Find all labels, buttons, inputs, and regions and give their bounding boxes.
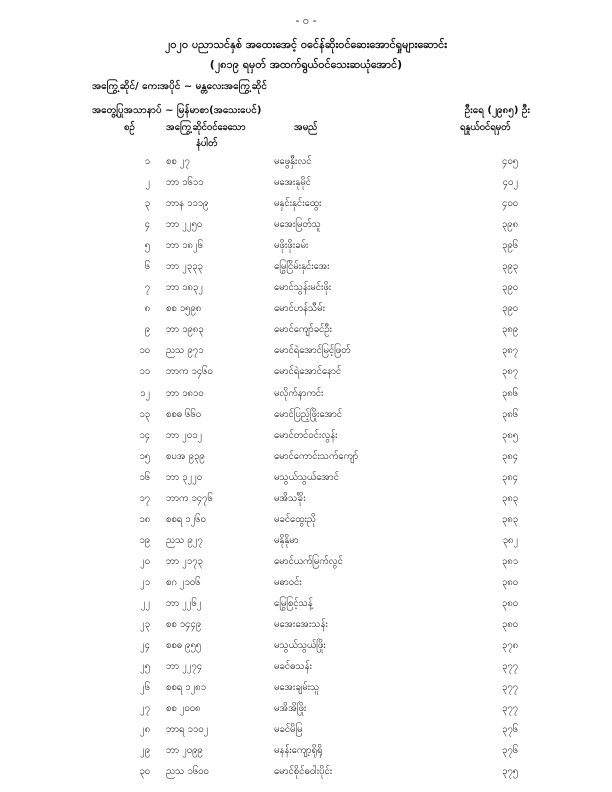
total-marks: ၃၇၅ <box>501 766 518 778</box>
total-marks: ၃၉၆ <box>501 240 518 252</box>
table-row <box>0 450 612 471</box>
student-name: မခင်မိမြ <box>274 724 303 736</box>
total-marks: ၃၉၀ <box>501 282 518 294</box>
total-marks: ၃၇၇ <box>501 682 518 694</box>
student-name: မအေးအေးသန်း <box>274 619 328 631</box>
row-number: ၂၃ <box>139 619 150 631</box>
table-row <box>0 218 612 239</box>
student-name: မောင်ကျော်ခင်ဦး <box>274 324 332 336</box>
row-number: ၈ <box>144 303 150 315</box>
total-marks: ၃၈၂ <box>502 534 518 546</box>
student-name: မခင်ဓသန်း <box>274 661 312 673</box>
roll-number: ဘာ ၃၂၂၀ <box>166 471 203 483</box>
row-number: ၁၉ <box>139 534 150 546</box>
total-marks: ၃၈၃ <box>501 513 518 525</box>
result-table <box>0 155 612 786</box>
row-number: ၁၀ <box>139 345 150 357</box>
total-count: ဦးရေ (၂၉၈၅) ဦး <box>464 105 530 116</box>
student-name: မနန်းကျော့ရိုရို <box>274 745 323 757</box>
table-row <box>0 492 612 513</box>
total-marks: ၃၈၀ <box>501 619 518 631</box>
student-name: မနှင်းနှင်းထွေး <box>274 198 322 210</box>
student-name: မဖွေနှီးလင် <box>274 156 312 167</box>
school-label: အကြွေ့ဆိုင်/ ကေးအပိုင် ~ မန္တလေးအကြွေ့ဆိုင် <box>92 81 267 92</box>
total-marks: ၃၈၉ <box>501 324 518 336</box>
total-marks: ၃၉၀ <box>501 303 518 315</box>
student-name: မလိုက်နာကင်း <box>274 387 324 399</box>
roll-number: ဘာ ၂၁၇၃ <box>166 555 203 567</box>
row-number: ၂၈ <box>139 724 150 736</box>
total-marks: ၃၇၇ <box>501 703 518 715</box>
student-name: မောင်စိုင်ဓဝါးပိုင်း <box>274 766 333 778</box>
table-row <box>0 176 612 197</box>
roll-number: ညသ ၉၇၁ <box>166 345 204 357</box>
table-row <box>0 555 612 576</box>
row-number: ၂၂ <box>140 597 150 609</box>
row-number: ၂၁ <box>139 576 150 588</box>
student-name: မောင်ကောင်းသက်ကျော် <box>274 450 359 462</box>
table-row <box>0 639 612 660</box>
roll-number: ဘာ ၁၈၃၂ <box>166 282 203 294</box>
student-name: မဓာဝင်း <box>274 576 302 588</box>
row-number: ၆ <box>144 261 150 273</box>
total-marks: ၃၈၆ <box>501 408 518 420</box>
row-number: ၃၀ <box>139 766 150 778</box>
roll-number: စစ ၂၇ <box>166 156 190 167</box>
table-row <box>0 302 612 323</box>
table-row <box>0 387 612 408</box>
table-row <box>0 618 612 639</box>
total-marks: ၃၈၀ <box>501 597 518 609</box>
student-name: မသွယ်သွယ်အောင် <box>274 471 339 483</box>
total-marks: ၃၈၄ <box>501 471 518 483</box>
header-marks: ရနှုယ်ဝင်ရမှတ် <box>460 122 511 133</box>
roll-number: ဘာန ၁၁၁၉ <box>166 198 209 210</box>
roll-number: စစ ၁၄၄၉ <box>166 619 202 631</box>
roll-number: စစ ၁၅၉၈ <box>166 303 202 315</box>
total-marks: ၃၈၇ <box>501 366 518 378</box>
roll-number: ဘာက ၁၄၇၆ <box>166 492 213 504</box>
roll-number: ဘာရ ၁၁၀၂ <box>166 724 209 736</box>
row-number: ၁၄ <box>139 429 150 441</box>
roll-number: ဘာ ၁၆၁၁ <box>166 177 204 189</box>
total-marks: ၃၈၆ <box>501 387 518 399</box>
roll-number: ဘာ ၂၃၃၃ <box>166 261 203 273</box>
row-number: ၁၁ <box>139 366 150 378</box>
roll-number: ဘာက ၁၄၆၀ <box>166 366 213 378</box>
table-row <box>0 260 612 281</box>
roll-number: ဘာ ၂၀၉၉ <box>166 745 203 757</box>
page-number: - ၀ - <box>295 14 317 27</box>
roll-number: ဘာ ၁၈၁၀ <box>166 387 204 399</box>
roll-number: စစရ ၁၂၈၁ <box>166 682 206 694</box>
roll-number: ညသ ၁၆၀၀ <box>166 766 209 778</box>
total-marks: ၃၇၇ <box>501 661 518 673</box>
table-row <box>0 765 612 786</box>
total-marks: ၃၈၄ <box>501 450 518 462</box>
total-marks: ၃၈၇ <box>501 345 518 357</box>
table-row <box>0 513 612 534</box>
roll-number: စပအ ၉၃၉ <box>166 450 205 462</box>
table-row <box>0 702 612 723</box>
row-number: ၂၆ <box>139 682 150 694</box>
header-roll-number: နံပါတ် <box>196 138 218 149</box>
row-number: ၁၈ <box>139 513 150 525</box>
roll-number: စစရ ၁၂၆၀ <box>166 513 206 525</box>
roll-number: စစဓ ၆၆၀ <box>166 408 202 420</box>
student-name: မောင်ရဲအောင်မြင့်ဖြတ် <box>274 345 351 357</box>
total-marks: ၃၈၃ <box>501 492 518 504</box>
student-name: မအေးနုမိုင် <box>274 177 311 189</box>
roll-number: စစဓ ၉၅၅ <box>166 640 202 652</box>
table-row <box>0 344 612 365</box>
total-marks: ၃၉၈ <box>501 219 518 231</box>
row-number: ၂၉ <box>139 745 150 757</box>
row-number: ၁၃ <box>139 408 150 420</box>
document-subtitle: (၂၈၁၉ ရမှတ် အထက်ရွယ်ဝင်သေးဆယုံအောင်) <box>209 58 403 71</box>
roll-number: ဘာ ၁၈၂၆ <box>166 240 203 252</box>
row-number: ၂ <box>145 177 150 189</box>
total-marks: ၃၇၆ <box>501 745 518 757</box>
total-marks: ၃၈၁ <box>501 555 518 567</box>
row-number: ၉ <box>144 324 150 336</box>
student-name: မအေးမြတ်သူ <box>274 219 321 231</box>
table-row <box>0 471 612 492</box>
row-number: ၂၇ <box>139 703 150 715</box>
total-marks: ၃၈၅ <box>501 429 518 441</box>
student-name: မအိအိဖြိုး <box>274 703 307 715</box>
student-name: မသွယ်သွယ်ဖြိုး <box>274 640 326 652</box>
subject-label: အတွေ့ပြုအသာနာပ် ~ မြန်မာစာ(အသေးပေင်) <box>92 105 262 116</box>
table-row <box>0 281 612 302</box>
row-number: ၁၇ <box>139 492 150 504</box>
roll-number: ဘာ ၁၉၈၃ <box>166 324 204 336</box>
row-number: ၅ <box>144 240 150 252</box>
table-row <box>0 576 612 597</box>
student-name: မောင်ယက်မြက်လွင် <box>274 555 343 567</box>
table-row <box>0 660 612 681</box>
student-name: မောင်သွန်းမင်းဖိုး <box>274 282 332 294</box>
row-number: ၁ <box>144 156 150 167</box>
table-row <box>0 429 612 450</box>
student-name: မောင်ဟန်သီမ်း <box>274 303 325 315</box>
student-name: မောင်တင်ဝင်းလွန်း <box>274 429 338 441</box>
total-marks: ၃၇၈ <box>501 640 518 652</box>
row-number: ၂၅ <box>139 661 150 673</box>
row-number: ၁၆ <box>139 471 150 483</box>
total-marks: ၃၇၆ <box>501 724 518 736</box>
total-marks: ၃၈၀ <box>501 576 518 588</box>
row-number: ၂၄ <box>139 640 150 652</box>
header-no: စဉ် <box>124 122 135 133</box>
roll-number: စစ ၂၀၀၈ <box>166 703 201 715</box>
table-row <box>0 197 612 218</box>
header-name: အမည် <box>294 122 318 133</box>
table-row <box>0 534 612 555</box>
row-number: ၃ <box>144 198 150 210</box>
table-row <box>0 723 612 744</box>
row-number: ၄ <box>144 219 150 231</box>
row-number: ၁၅ <box>139 450 150 462</box>
student-name: မနိုနိုမာ <box>274 534 299 546</box>
row-number: ၂၀ <box>139 555 150 567</box>
table-row <box>0 365 612 386</box>
table-row <box>0 323 612 344</box>
roll-number: ညသ ၉၂၇ <box>166 534 203 546</box>
table-row <box>0 155 612 176</box>
total-marks: ၄၀၂ <box>502 177 518 189</box>
row-number: ၇ <box>144 282 150 294</box>
roll-number: ဘာ ၂၂၇၄ <box>166 661 203 673</box>
student-name: မောင်ပြည့်ဖြိုးအောင် <box>274 408 343 420</box>
roll-number: ဘာ ၂၂၆၂ <box>166 597 202 609</box>
student-name: မခင်ထွေးညို <box>274 513 316 525</box>
table-row <box>0 744 612 765</box>
student-name: မောင်ရဲအောင်နောင် <box>274 366 342 378</box>
student-name: မြွေစြင့်သန့် <box>274 597 313 609</box>
document-title: ၂၀၂၀ ပညာသင်နှစ် အထေးအေင့် ဝင်ေန်ဆိုးဝင်ဆေးအောင်ရှုများဆောင်း <box>164 38 448 51</box>
table-row <box>0 239 612 260</box>
table-row <box>0 408 612 429</box>
student-name: မဖိုးဖိုးခမ်း <box>274 240 309 252</box>
total-marks: ၄၀၀ <box>501 198 518 210</box>
roll-number: ဘာ ၂၂၅၀ <box>166 219 203 231</box>
table-row <box>0 597 612 618</box>
student-name: မအိသင်္ခိုး <box>274 492 306 504</box>
roll-number: စဂ ၂၁၀၆ <box>166 576 201 588</box>
student-name: မအေးချမ်းသူ <box>274 682 320 694</box>
row-number: ၁၂ <box>139 387 150 399</box>
student-name: မြွေငြိမ်းနှင်းအေး <box>274 261 330 273</box>
header-roll: အကြွေ့ဆိုင်ဝင်ခေသော <box>166 122 246 133</box>
total-marks: ၃၉၃ <box>501 261 518 273</box>
total-marks: ၄၀၅ <box>501 156 518 167</box>
table-row <box>0 681 612 702</box>
roll-number: ဘာ ၂၀၁၂ <box>166 429 203 441</box>
